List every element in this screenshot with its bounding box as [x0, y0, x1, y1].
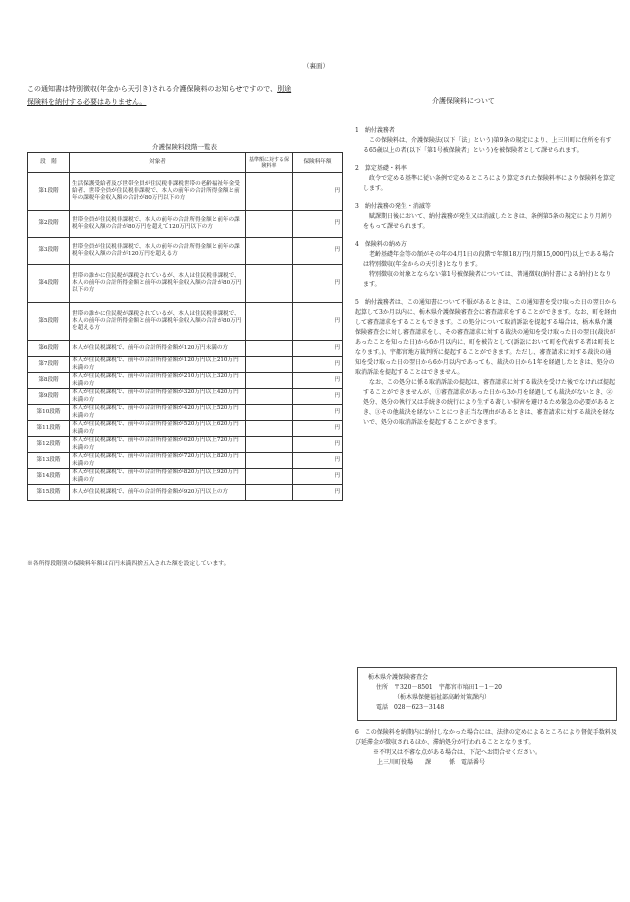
section-6 [355, 728, 617, 768]
section-heading: 5 納付義務者は、この通知書について不服があるときは、この通知書を受け取った日の翌日から起算して3か月以内に、栃木県介護保険審査会に審査請求をすることができます。なお、町を経由して審査請求をすることもできます。この処分について取消訴訟を提起する場合は、栃木県介護保険審査会に対し審査請求をし、その審査請求に対する裁決の通知を受け取った日の翌日(裁決があったことを知った日)から6か月以内に、町を被告として(訴訟において町を代表する者は町長となります。)、宇都宮地方裁判所に提起することができます。ただし、審査請求に対する裁決の通知を受け取った日の翌日から6か月以内であっても、裁決の日から1年を経過したときは、処分の取消訴訟を提起することはできません。 [355, 299, 617, 376]
stage-cell: 第7段階 [28, 357, 70, 373]
review-board-address-box [357, 667, 617, 721]
stage-cell: 第1段階 [28, 173, 70, 211]
section-heading: 2 算定基礎・料率 [355, 165, 407, 172]
target-cell: 世帯全員が住民税非課税で、本人の前年の合計所得金額と前年の課税年金収入額の合計が80万円を超えて120万円以下の方 [70, 211, 246, 238]
section-paragraph: この保険料は、介護保険法(以下「法」という)第9条の規定により、上三川町に住所を有する65歳以上の者(以下「第1号被保険者」という)を被保険者として課せられます。 [363, 137, 612, 154]
right-title: 介護保険料について [432, 97, 495, 105]
table-row [28, 265, 343, 303]
rate-cell [246, 373, 293, 389]
annual-cell: 円 [293, 303, 343, 341]
rate-cell [246, 389, 293, 405]
rate-cell [246, 341, 293, 357]
section-4 [355, 240, 617, 290]
rate-cell [246, 421, 293, 437]
special-collection-notice [27, 83, 339, 109]
notice-underline-2: 保険料を納付する必要はありません。 [27, 98, 147, 106]
section-paragraph: 老齢基礎年金等の額がその年の4月1日の段階で年額18万円(月額15,000円)以上である場合は特別徴収(年金からの天引き)となります。 [363, 251, 614, 268]
rate-cell [246, 265, 293, 303]
rate-cell [246, 485, 293, 501]
target-cell: 本人が住民税課税で、前年の合計所得金額が420万円以上520万円未満の方 [70, 405, 246, 421]
target-cell: 本人が住民税課税で、前年の合計所得金額が320万円以上420万円未満の方 [70, 389, 246, 405]
rate-cell [246, 211, 293, 238]
stage-cell: 第8段階 [28, 373, 70, 389]
stage-cell: 第10段階 [28, 405, 70, 421]
table-row [28, 485, 343, 501]
header-annual: 保険料年額 [293, 153, 343, 173]
target-cell: 世帯の誰かに住民税が課税されているが、本人は住民税非課税で、本人の前年の合計所得金額と前年の課税年金収入額の合計が80万円を超える方 [70, 303, 246, 341]
rate-cell [246, 173, 293, 211]
annual-cell: 円 [293, 469, 343, 485]
section-2 [355, 164, 617, 194]
annual-cell: 円 [293, 485, 343, 501]
stage-cell: 第4段階 [28, 265, 70, 303]
notice-text: この通知書は特別徴収(年金から天引き)される介護保険料のお知らせですので、 [27, 85, 278, 93]
review-board-name: 栃木県介護保険審査会 [368, 674, 429, 681]
section-heading: 1 納付義務者 [355, 127, 395, 134]
target-cell: 本人が住民税課税で、前年の合計所得金額が720万円以上820万円未満の方 [70, 453, 246, 469]
target-cell: 本人が住民税課税で、前年の合計所得金額が820万円以上920万円未満の方 [70, 469, 246, 485]
section-5 [355, 298, 617, 428]
table-row [28, 389, 343, 405]
premium-level-table [27, 152, 343, 501]
section-heading: 3 納付義務の発生・消滅等 [355, 203, 431, 210]
annual-cell: 円 [293, 341, 343, 357]
annual-cell: 円 [293, 173, 343, 211]
table-row [28, 238, 343, 265]
rate-cell [246, 238, 293, 265]
section-paragraph: なお、この処分に係る取消訴訟の提起は、審査請求に対する裁決を受けた後でなければ提起することができませんが、①審査請求があった日から3か月を経過しても裁決がないとき、②処分、処分の執行又は手続きの続行により生ずる著しい損害を避けるため緊急の必要があるとき、③その他裁決を経ないことにつき正当な理由があるときは、審査請求に対する裁決を経ないで、処分の取消訴訟を提起することができます。 [363, 379, 616, 426]
annual-cell: 円 [293, 389, 343, 405]
target-cell: 世帯全員が住民税非課税で、本人の前年の合計所得金額と前年の課税年金収入額の合計が120万円を超える方 [70, 238, 246, 265]
table-title: 介護保険料段階一覧表 [152, 143, 217, 151]
section-6-text: 6 この保険料を納期内に納付しなかった場合には、法律の定めによるところにより督促手数料及び延滞金が徴収されるほか、滞納処分が行われることとなります。 [355, 729, 617, 746]
table-row [28, 341, 343, 357]
review-board-phone: 電話 028－623－3148 [376, 704, 445, 711]
rate-cell [246, 453, 293, 469]
section-paragraph: 政令で定める基準に従い条例で定めるところにより算定された保険料率により保険料を算定します。 [363, 175, 616, 192]
annual-cell: 円 [293, 405, 343, 421]
rate-cell [246, 357, 293, 373]
stage-cell: 第15段階 [28, 485, 70, 501]
notice-underline-1: 別途 [277, 85, 292, 93]
stage-cell: 第9段階 [28, 389, 70, 405]
table-row [28, 303, 343, 341]
explanation-sections [355, 126, 617, 436]
inquiry-note: ※不明又は不審な点がある場合は、下記へお問合せください。 [373, 749, 542, 756]
target-cell: 本人が住民税課税で、前年の合計所得金額が210万円以上320万円未満の方 [70, 373, 246, 389]
section-paragraph: 賦課期日後において、納付義務が発生又は消滅したときは、条例第5条の規定により月割りをもって課せられます。 [363, 213, 613, 230]
section-3 [355, 202, 617, 232]
stage-cell: 第2段階 [28, 211, 70, 238]
rate-cell [246, 405, 293, 421]
table-row [28, 405, 343, 421]
annual-cell: 円 [293, 357, 343, 373]
stage-cell: 第13段階 [28, 453, 70, 469]
annual-cell: 円 [293, 453, 343, 469]
stage-cell: 第6段階 [28, 341, 70, 357]
annual-cell: 円 [293, 211, 343, 238]
header-rate: 基準額に対する保険料率 [246, 153, 293, 173]
target-cell: 本人が住民税課税で、前年の合計所得金額が520万円以上620万円未満の方 [70, 421, 246, 437]
review-board-address: 住所 〒320－8501 宇都宮市塙田1－1－20 [376, 684, 502, 691]
table-row [28, 469, 343, 485]
rate-cell [246, 437, 293, 453]
annual-cell: 円 [293, 238, 343, 265]
section-1 [355, 126, 617, 156]
table-footnote: ※各所得段階別の保険料年額は百円未満四捨五入された額を設定しています。 [27, 561, 230, 567]
page-side-label: （裏面） [303, 62, 329, 70]
review-board-dept: （栃木県保健福祉部高齢対策課内） [394, 694, 491, 701]
target-cell: 本人が住民税課税で、前年の合計所得金額が620万円以上720万円未満の方 [70, 437, 246, 453]
annual-cell: 円 [293, 373, 343, 389]
table-row [28, 173, 343, 211]
header-target: 対象者 [70, 153, 246, 173]
rate-cell [246, 469, 293, 485]
target-cell: 本人が住民税課税で、前年の合計所得金額が920万円以上の方 [70, 485, 246, 501]
stage-cell: 第12段階 [28, 437, 70, 453]
table-row [28, 373, 343, 389]
target-cell: 本人が住民税課税で、前年の合計所得金額が120万円以上210万円未満の方 [70, 357, 246, 373]
header-stage: 段 階 [28, 153, 70, 173]
stage-cell: 第14段階 [28, 469, 70, 485]
section-paragraph: 特別徴収の対象とならない第1号被保険者については、普通徴収(納付書による納付)となります。 [363, 271, 612, 288]
section-heading: 4 保険料の納め方 [355, 241, 407, 248]
stage-cell: 第5段階 [28, 303, 70, 341]
contact-line: 上三川町役場 課 係 電話番号 [377, 759, 486, 766]
annual-cell: 円 [293, 437, 343, 453]
table-row [28, 453, 343, 469]
table-row [28, 421, 343, 437]
table-row [28, 437, 343, 453]
stage-cell: 第11段階 [28, 421, 70, 437]
stage-cell: 第3段階 [28, 238, 70, 265]
target-cell: 本人が住民税課税で、前年の合計所得金額が120万円未満の方 [70, 341, 246, 357]
annual-cell: 円 [293, 421, 343, 437]
table-row [28, 357, 343, 373]
table-row [28, 211, 343, 238]
target-cell: 生活保護受給者及び世帯全員が住民税非課税世帯の老齢福祉年金受給者、世帯全員が住民税非課税で、本人の前年の合計所得金額と前年の課税年金収入額の合計が80万円以下の方 [70, 173, 246, 211]
rate-cell [246, 303, 293, 341]
annual-cell: 円 [293, 265, 343, 303]
target-cell: 世帯の誰かに住民税が課税されているが、本人は住民税非課税で、本人の前年の合計所得金額と前年の課税年金収入額の合計が80万円以下の方 [70, 265, 246, 303]
